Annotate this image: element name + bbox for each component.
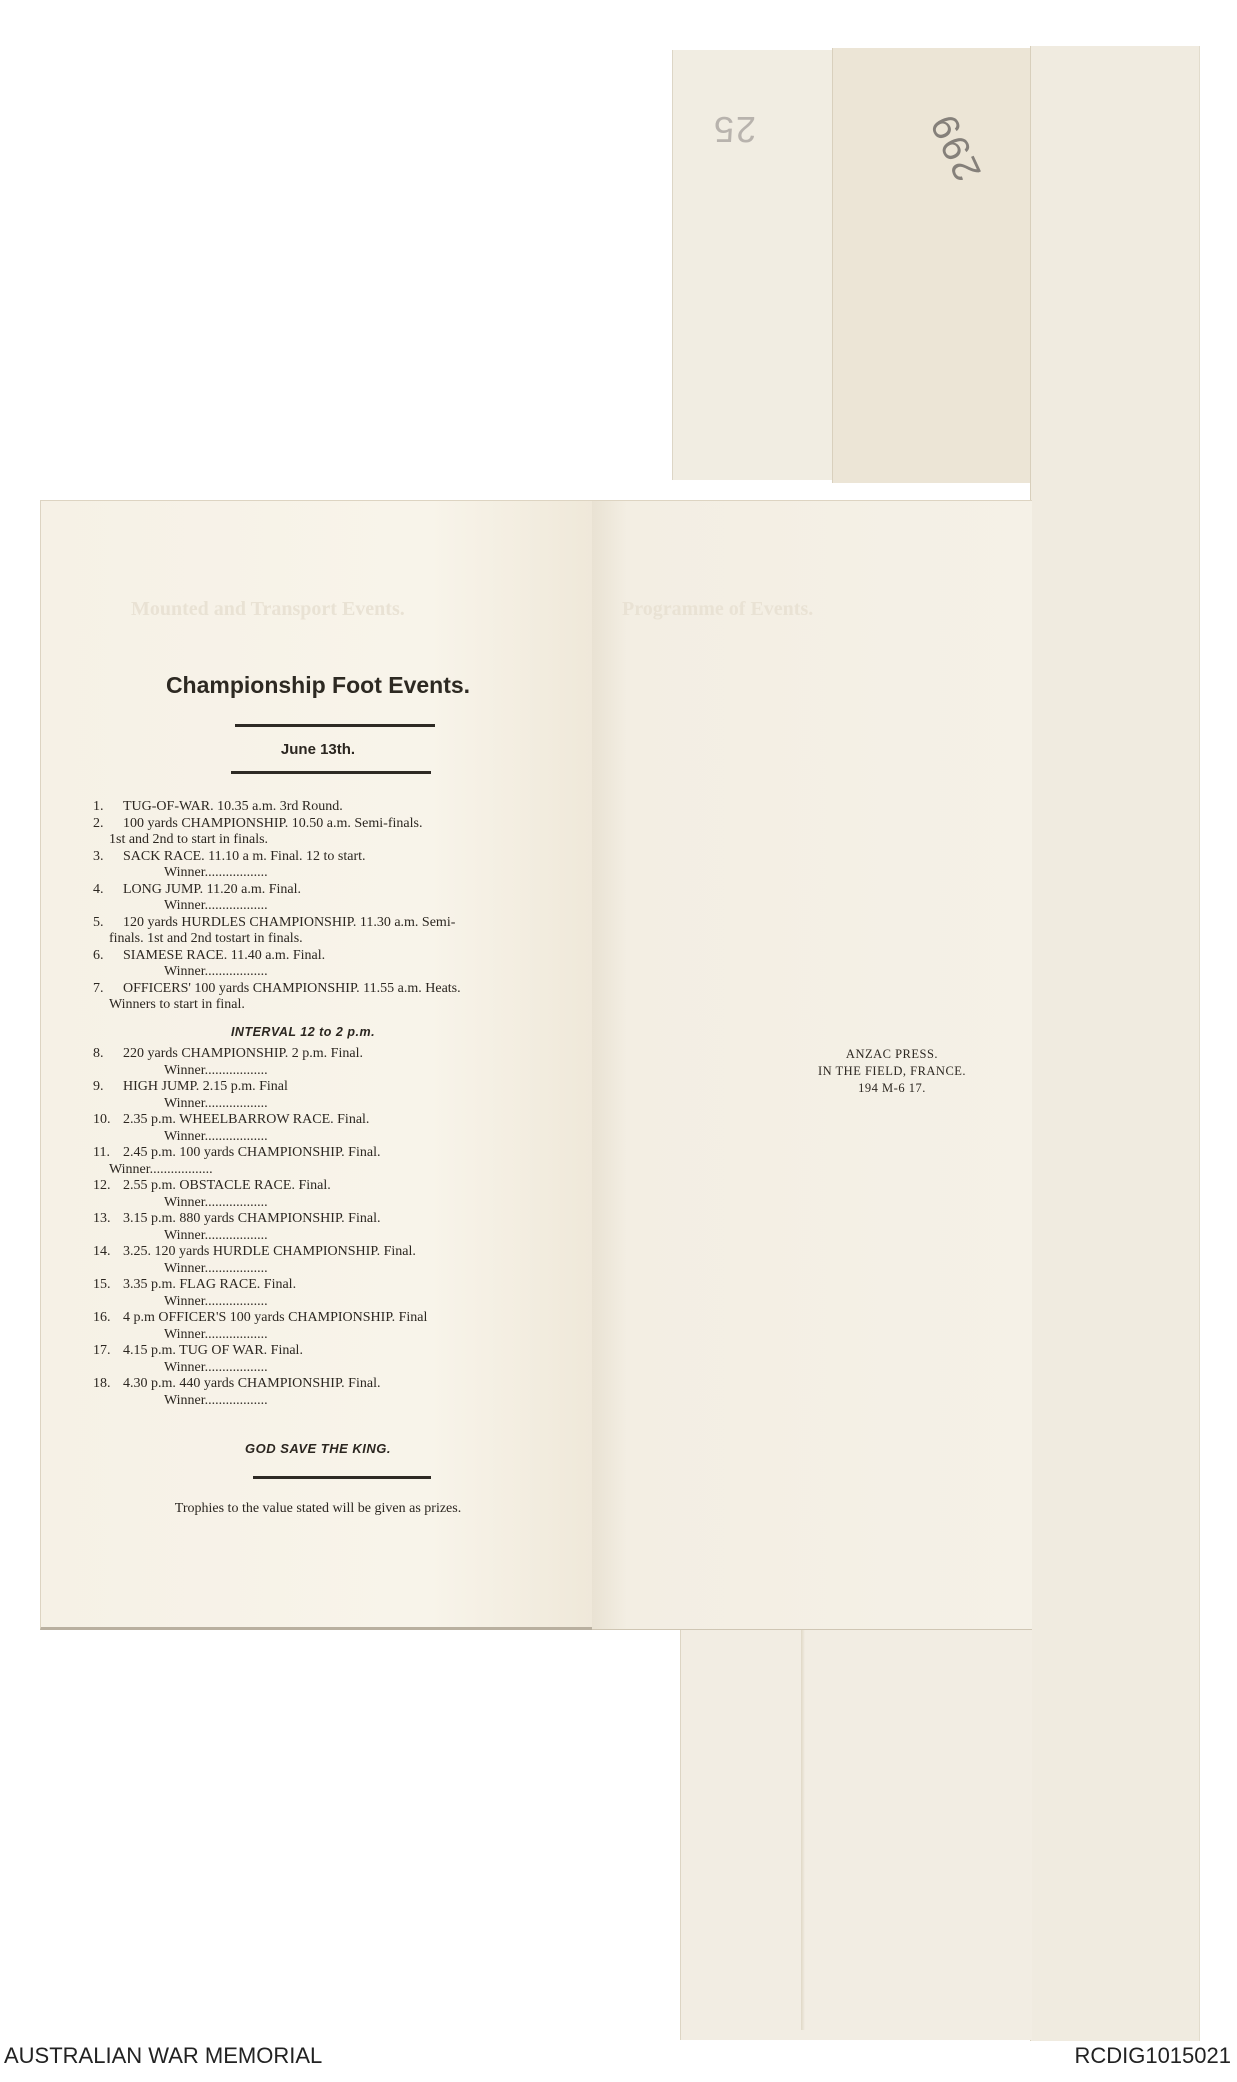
event-item — [93, 816, 633, 833]
winner-line: Winner.................. — [164, 1128, 268, 1144]
winner-line: Winner.................. — [164, 1392, 268, 1408]
event-number: 3. — [93, 848, 104, 864]
bleed-through-heading: Mounted and Transport Events. — [131, 598, 405, 620]
event-item — [93, 1343, 633, 1360]
event-list-morning — [93, 799, 633, 1014]
event-text: 3.35 p.m. FLAG RACE. Final. — [123, 1277, 297, 1292]
winner-line: Winner.................. — [164, 1194, 268, 1210]
winner-line: Winner.................. — [164, 1095, 268, 1111]
event-number: 9. — [93, 1079, 104, 1094]
event-text: TUG-OF-WAR. 10.35 a.m. 3rd Round. — [123, 799, 343, 814]
event-text: 2.45 p.m. 100 yards CHAMPIONSHIP. Final. — [123, 1145, 381, 1160]
event-item — [93, 1310, 633, 1327]
event-item — [93, 799, 633, 816]
winner-line: Winner.................. — [164, 1062, 268, 1078]
event-item — [93, 849, 633, 866]
event-item — [93, 1244, 633, 1261]
event-list-afternoon — [93, 1046, 633, 1409]
winner-line: Winner.................. — [164, 1326, 268, 1342]
event-text: 220 yards CHAMPIONSHIP. 2 p.m. Final. — [123, 1046, 363, 1061]
footer-catalogue-id: RCDIG1015021 — [1074, 2043, 1231, 2068]
event-number: 5. — [93, 914, 104, 930]
event-item — [93, 882, 633, 899]
press-location: IN THE FIELD, FRANCE. — [817, 1064, 967, 1078]
event-text: 2.55 p.m. OBSTACLE RACE. Final. — [123, 1178, 331, 1193]
winner-line: Winner.................. — [164, 1359, 268, 1375]
winner-line: Winner.................. — [109, 1161, 213, 1177]
winner-line: Winner.................. — [164, 1293, 268, 1309]
winner-line: Winner.................. — [164, 1227, 268, 1243]
interval-heading: INTERVAL 12 to 2 p.m. — [230, 1024, 376, 1039]
footer-institution: AUSTRALIAN WAR MEMORIAL — [4, 2043, 323, 2068]
event-item — [93, 1211, 633, 1228]
event-number: 8. — [93, 1046, 104, 1061]
event-item — [93, 1178, 633, 1195]
event-text: 4.15 p.m. TUG OF WAR. Final. — [123, 1343, 303, 1358]
event-number: 4. — [93, 881, 104, 897]
event-item — [93, 1112, 633, 1129]
programme-page-right — [592, 500, 1032, 1630]
event-text: 120 yards HURDLES CHAMPIONSHIP. 11.30 a.m. Semi- — [123, 914, 456, 930]
archive-stamp-299: 299 — [922, 106, 990, 188]
folded-paper-strip-front — [1030, 46, 1200, 2041]
divider-rule — [253, 1476, 431, 1479]
press-name: ANZAC PRESS. — [845, 1047, 939, 1061]
event-number: 2. — [93, 815, 104, 831]
fold-crease — [801, 1630, 805, 2030]
event-text: 3.15 p.m. 880 yards CHAMPIONSHIP. Final. — [123, 1211, 381, 1226]
event-item — [93, 1079, 633, 1096]
page-title: Championship Foot Events. — [165, 672, 471, 698]
event-text: SIAMESE RACE. 11.40 a.m. Final. — [123, 947, 326, 963]
event-number: 16. — [93, 1310, 111, 1325]
trophies-note: Trophies to the value stated will be given as prizes. — [174, 1501, 462, 1516]
winner-line: Winner.................. — [164, 964, 268, 979]
event-text: 2.35 p.m. WHEELBARROW RACE. Final. — [123, 1112, 370, 1127]
divider-rule — [235, 724, 435, 727]
event-text: 3.25. 120 yards HURDLE CHAMPIONSHIP. Final. — [123, 1244, 416, 1259]
event-text: LONG JUMP. 11.20 a.m. Final. — [123, 881, 301, 897]
event-list — [93, 799, 633, 1409]
event-item — [93, 915, 633, 932]
event-number: 14. — [93, 1244, 111, 1259]
bleed-through-heading: Programme of Events. — [622, 598, 814, 620]
event-item — [93, 948, 633, 965]
event-text: 4.30 p.m. 440 yards CHAMPIONSHIP. Final. — [123, 1376, 381, 1391]
event-text: HIGH JUMP. 2.15 p.m. Final — [123, 1079, 288, 1094]
event-number: 1. — [93, 799, 104, 814]
folded-paper-strip-middle — [832, 48, 1032, 483]
divider-rule — [231, 771, 431, 774]
event-number: 12. — [93, 1178, 111, 1193]
event-number: 13. — [93, 1211, 111, 1226]
event-date: June 13th. — [280, 741, 356, 758]
event-item — [93, 1376, 633, 1393]
event-note: Winners to start in final. — [109, 997, 245, 1012]
folded-paper-bottom-flap — [680, 1630, 1032, 2040]
archive-stamp-25: 25 — [712, 109, 757, 150]
event-number: 10. — [93, 1112, 111, 1127]
event-number: 7. — [93, 980, 104, 996]
event-note: finals. 1st and 2nd tostart in finals. — [109, 931, 303, 946]
event-number: 15. — [93, 1277, 111, 1292]
press-imprint — [782, 1046, 1002, 1097]
event-number: 17. — [93, 1343, 111, 1358]
event-number: 11. — [93, 1145, 110, 1160]
event-item — [93, 1145, 633, 1162]
event-text: OFFICERS' 100 yards CHAMPIONSHIP. 11.55 a.m. Heats. — [123, 980, 461, 996]
winner-line: Winner.................. — [164, 898, 268, 913]
event-number: 18. — [93, 1376, 111, 1391]
programme-page-left — [40, 500, 595, 1630]
event-number: 6. — [93, 947, 104, 963]
press-print-code: 194 M-6 17. — [858, 1081, 926, 1095]
event-text: SACK RACE. 11.10 a m. Final. 12 to start. — [123, 848, 366, 864]
event-item — [93, 1046, 633, 1063]
winner-line: Winner.................. — [164, 1260, 268, 1276]
event-item — [93, 1277, 633, 1294]
closing-line: GOD SAVE THE KING. — [245, 1441, 391, 1456]
event-item — [93, 981, 633, 998]
event-note: 1st and 2nd to start in finals. — [109, 832, 269, 847]
winner-line: Winner.................. — [164, 865, 268, 880]
event-text: 100 yards CHAMPIONSHIP. 10.50 a.m. Semi-finals. — [123, 815, 423, 831]
event-text: 4 p.m OFFICER'S 100 yards CHAMPIONSHIP. Final — [123, 1310, 428, 1325]
